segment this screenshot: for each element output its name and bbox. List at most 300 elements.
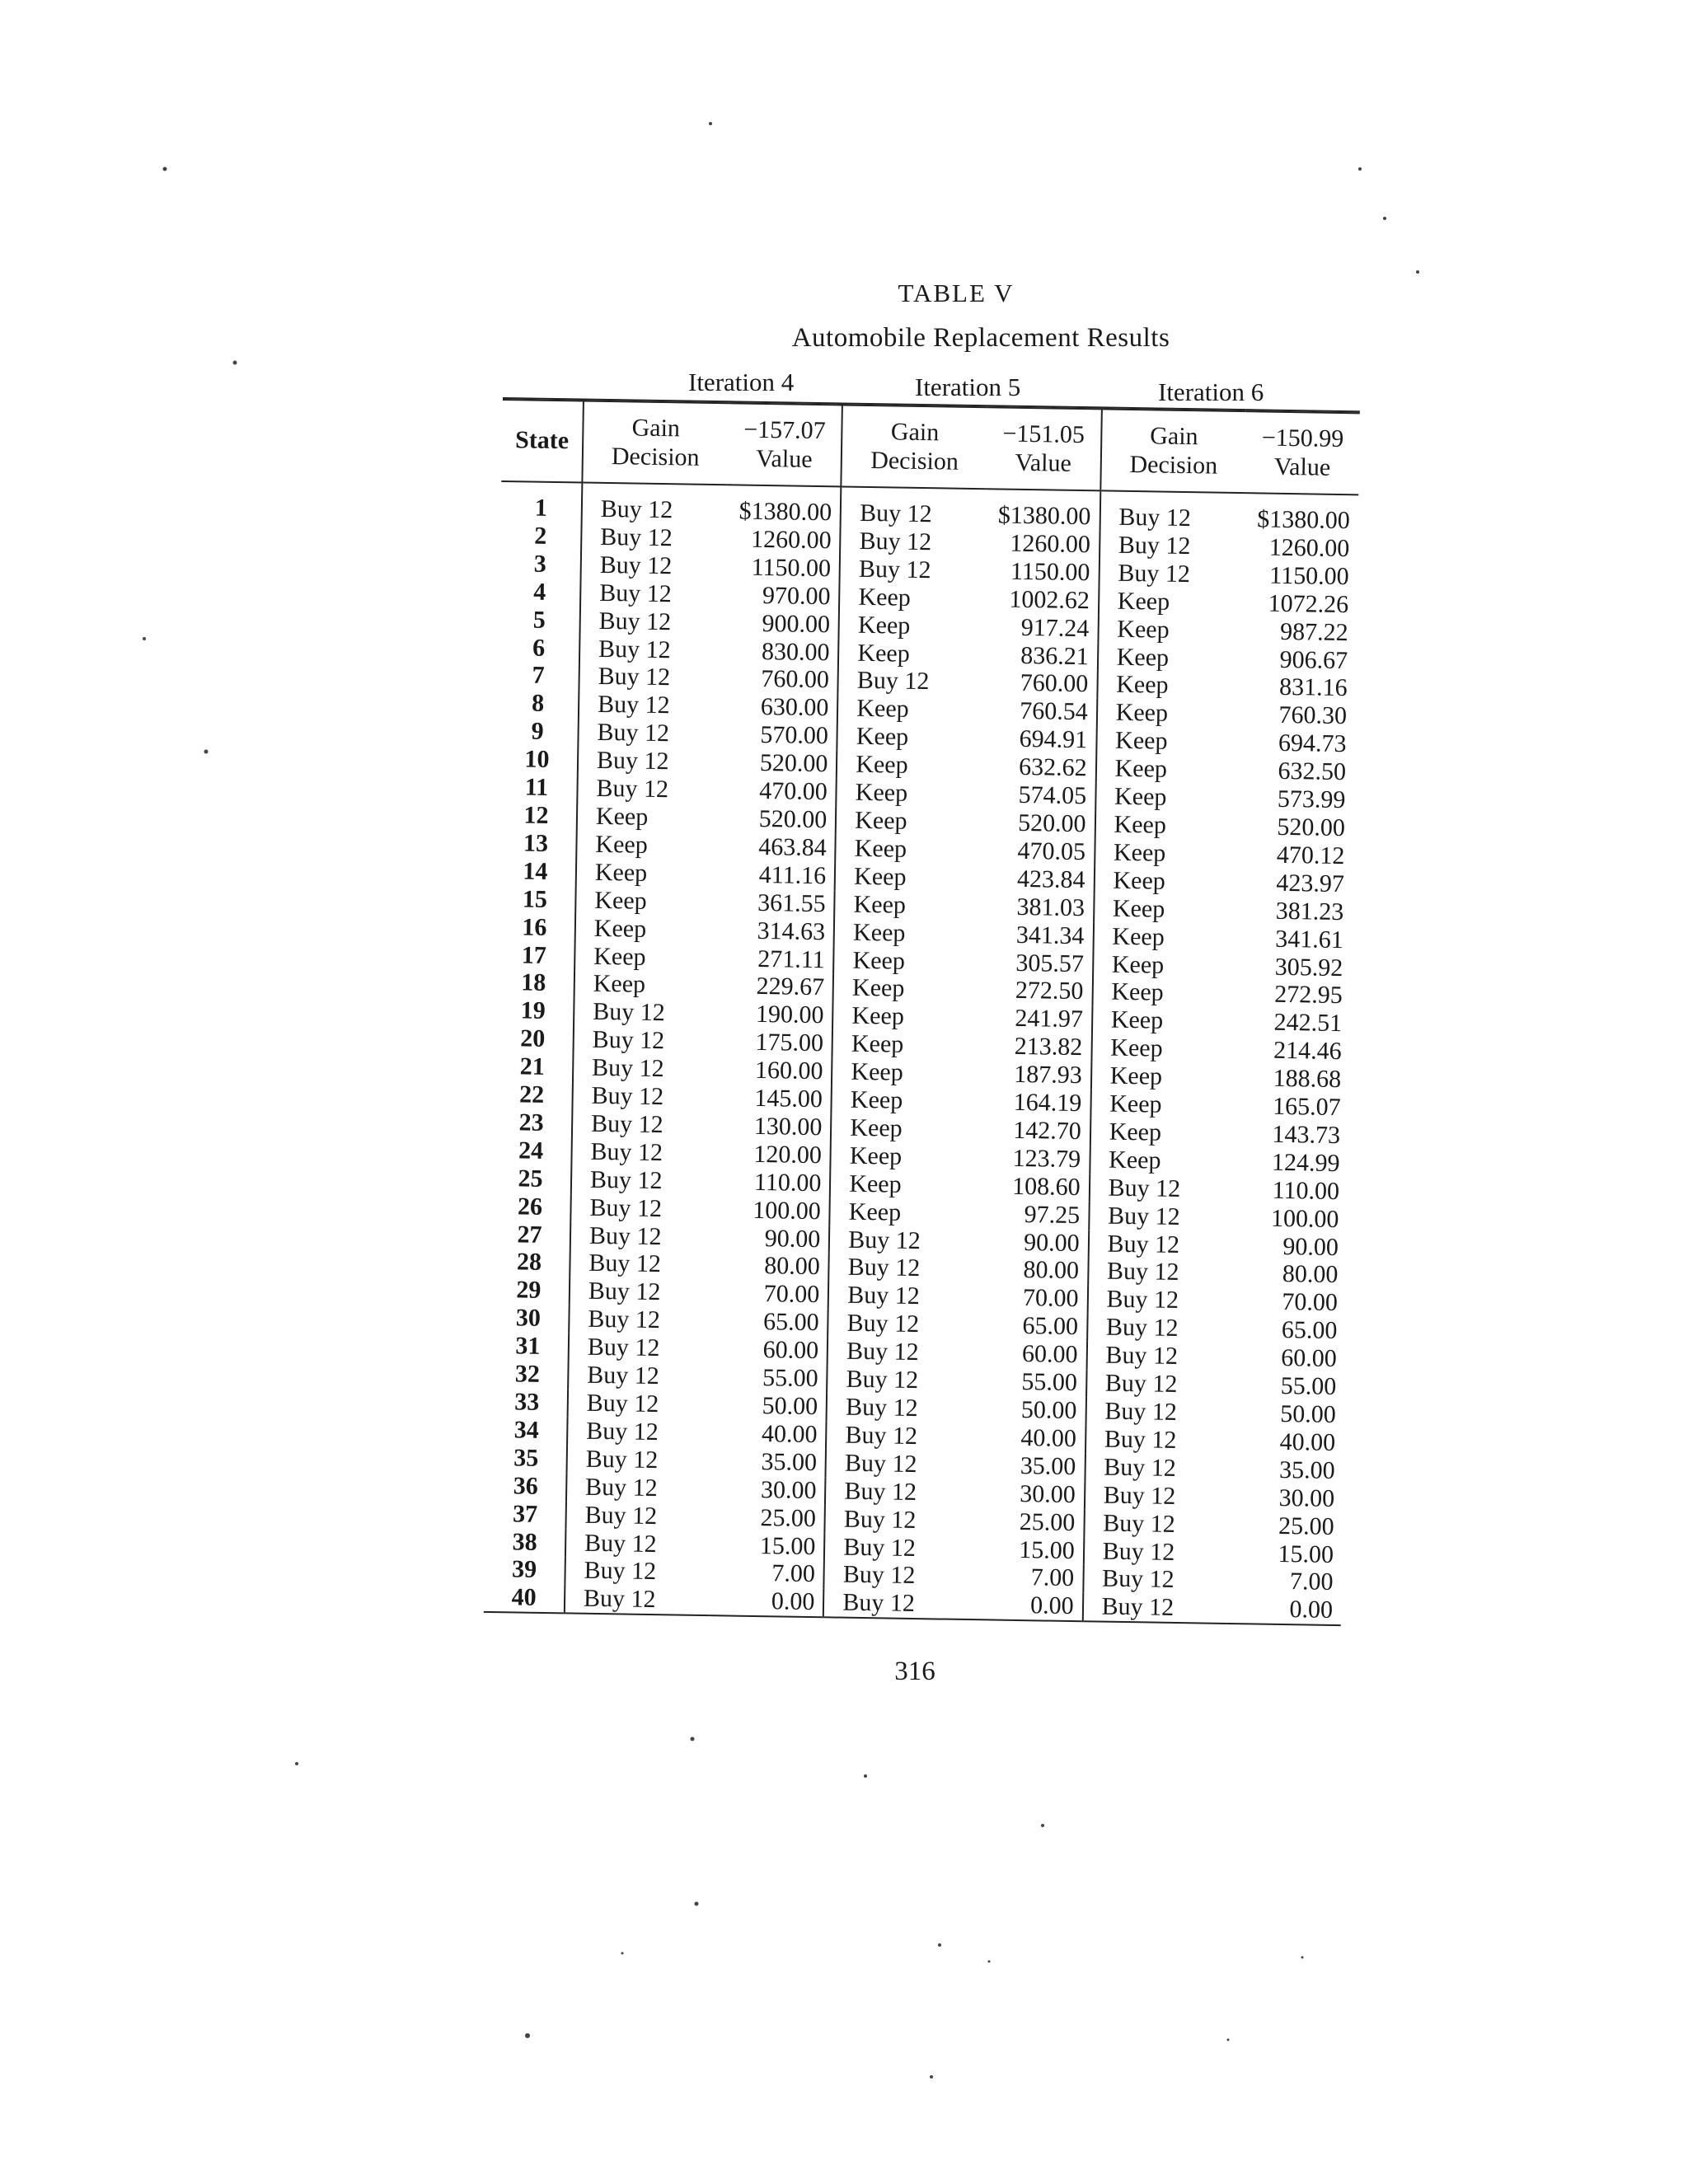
value-cell-it4: 50.00 xyxy=(762,1392,818,1421)
decision-cell-it6: Buy 12 xyxy=(1089,1174,1234,1204)
value-cell-it5: 142.70 xyxy=(1012,1116,1081,1146)
value-cell-it6: 305.92 xyxy=(1274,953,1343,982)
value-cell-it6: 1150.00 xyxy=(1269,561,1349,590)
state-cell: 39 xyxy=(511,1555,537,1584)
decision-cell-it6: Keep xyxy=(1092,1006,1237,1037)
value-cell-it4: 35.00 xyxy=(761,1447,818,1476)
state-cell: 8 xyxy=(531,689,545,718)
decision-cell-it4: Keep xyxy=(577,802,722,832)
header-value-it4 xyxy=(727,403,842,486)
value-cell-it6: 1072.26 xyxy=(1268,589,1349,618)
value-cell-it4: 25.00 xyxy=(760,1503,817,1532)
decision-cell-it4: Buy 12 xyxy=(573,1026,718,1057)
value-cell-it6: 188.68 xyxy=(1273,1064,1342,1094)
value-cell-it4: 229.67 xyxy=(756,972,825,1001)
state-cell: 35 xyxy=(513,1444,539,1472)
decision-cell-it6: Keep xyxy=(1094,866,1239,897)
value-cell-it6: 242.51 xyxy=(1273,1009,1343,1038)
decision-cell-it6: Buy 12 xyxy=(1085,1397,1231,1427)
decision-cell-it5: Buy 12 xyxy=(826,1449,971,1479)
decision-cell-it6: Buy 12 xyxy=(1088,1230,1233,1260)
state-cell: 10 xyxy=(524,745,550,774)
decision-cell-it5: Buy 12 xyxy=(828,1338,973,1368)
decision-cell-it6: Keep xyxy=(1095,782,1240,813)
decision-cell-it4: Buy 12 xyxy=(566,1473,711,1503)
value-cell-it6: 100.00 xyxy=(1270,1204,1339,1233)
value-cell-it4: 40.00 xyxy=(761,1419,818,1449)
value-cell-it5: 60.00 xyxy=(1021,1340,1078,1369)
state-cell: 23 xyxy=(518,1108,544,1137)
value-cell-it5: 15.00 xyxy=(1018,1535,1075,1564)
state-cell: 17 xyxy=(521,940,547,969)
value-cell-it4: 65.00 xyxy=(762,1308,819,1337)
state-cell: 12 xyxy=(523,801,549,829)
decision-cell-it5: Keep xyxy=(834,918,979,949)
state-cell: 28 xyxy=(516,1248,542,1277)
value-cell-it6: 124.99 xyxy=(1271,1148,1340,1177)
header-value-it5 xyxy=(986,407,1101,490)
decision-cell-it6: Buy 12 xyxy=(1100,490,1245,533)
value-label: Value xyxy=(1273,452,1331,481)
value-cell-it5: 35.00 xyxy=(1020,1451,1076,1480)
state-cell: 7 xyxy=(532,662,545,690)
decision-cell-it4: Keep xyxy=(576,830,721,860)
value-cell-it6: 214.46 xyxy=(1273,1037,1342,1066)
value-cell-it4: 100.00 xyxy=(753,1196,822,1225)
state-cell: 37 xyxy=(512,1499,538,1528)
decision-cell-it6: Buy 12 xyxy=(1086,1369,1231,1399)
decision-cell-it5: Keep xyxy=(836,806,981,837)
decision-cell-it5: Buy 12 xyxy=(840,555,985,585)
value-cell-it4: 190.00 xyxy=(755,1001,824,1029)
decision-cell-it4: Buy 12 xyxy=(571,1137,716,1168)
decision-cell-it6: Keep xyxy=(1095,755,1240,785)
value-cell-it5: 108.60 xyxy=(1011,1172,1081,1201)
value-cell-it5: 381.03 xyxy=(1016,893,1085,921)
decision-cell-it4: Keep xyxy=(574,942,720,972)
value-cell-it6: 35.00 xyxy=(1278,1455,1335,1484)
decision-cell-it6: Keep xyxy=(1095,838,1240,869)
header-value-it6 xyxy=(1245,411,1360,494)
value-cell-it6: 1260.00 xyxy=(1268,533,1350,563)
state-cell: 25 xyxy=(518,1165,543,1193)
decision-cell-it4: Buy 12 xyxy=(565,1585,710,1616)
decision-cell-it5: Keep xyxy=(831,1113,976,1144)
state-cell: 19 xyxy=(520,996,546,1025)
value-cell-it5: 241.97 xyxy=(1015,1005,1084,1033)
decision-label: Decision xyxy=(870,446,959,476)
header-decision-it6 xyxy=(1100,409,1246,493)
decision-cell-it4: Buy 12 xyxy=(570,1193,715,1224)
value-cell-it6: 760.30 xyxy=(1278,701,1348,730)
decision-cell-it4: Buy 12 xyxy=(581,523,726,553)
value-cell-it6: 381.23 xyxy=(1275,897,1344,926)
gain-label: Gain xyxy=(890,418,940,447)
decision-cell-it4: Buy 12 xyxy=(568,1389,713,1419)
value-cell-it5: 30.00 xyxy=(1020,1479,1076,1508)
value-label: Value xyxy=(1015,448,1072,477)
table-body xyxy=(484,481,1358,1625)
value-cell-it5: 574.05 xyxy=(1018,780,1087,810)
value-cell-it4: 90.00 xyxy=(764,1224,821,1253)
value-cell-it5: 272.50 xyxy=(1015,977,1084,1005)
decision-cell-it6: Keep xyxy=(1099,587,1244,617)
value-cell-it4: 463.84 xyxy=(757,832,828,862)
value-cell-it4: 760.00 xyxy=(761,665,830,694)
value-cell-it4: 411.16 xyxy=(758,860,827,890)
decision-cell-it6: Buy 12 xyxy=(1083,1565,1228,1596)
decision-cell-it6: Buy 12 xyxy=(1088,1258,1233,1288)
gain-value: −151.05 xyxy=(1002,419,1085,449)
decision-cell-it4: Buy 12 xyxy=(577,775,722,805)
state-cell: 14 xyxy=(523,857,548,885)
decision-cell-it5: Keep xyxy=(835,834,980,865)
decision-cell-it6: Buy 12 xyxy=(1085,1453,1230,1483)
value-cell-it5: 341.34 xyxy=(1015,921,1085,949)
decision-cell-it5: Buy 12 xyxy=(838,667,983,697)
decision-cell-it4: Buy 12 xyxy=(570,1221,715,1252)
decision-cell-it4: Buy 12 xyxy=(570,1249,715,1280)
decision-cell-it5: Keep xyxy=(833,974,978,1005)
value-cell-it5: 50.00 xyxy=(1020,1396,1077,1425)
decision-cell-it5: Keep xyxy=(839,583,984,613)
decision-cell-it5: Buy 12 xyxy=(825,1505,970,1535)
decision-cell-it4: Buy 12 xyxy=(569,1305,714,1336)
decision-cell-it6: Keep xyxy=(1091,1062,1236,1092)
value-cell-it5: 65.00 xyxy=(1022,1312,1079,1341)
state-cell: 30 xyxy=(515,1304,542,1333)
decision-cell-it5: Keep xyxy=(832,1058,977,1089)
table-title: Automobile Replacement Results xyxy=(791,323,1170,353)
value-cell-it6: 50.00 xyxy=(1279,1399,1336,1429)
decision-cell-it4: Buy 12 xyxy=(578,747,723,777)
header-row xyxy=(501,400,1359,494)
decision-cell-it4: Keep xyxy=(575,914,720,944)
decision-cell-it5: Keep xyxy=(830,1197,975,1228)
decision-cell-it5: Keep xyxy=(837,723,982,753)
value-cell-it5: 632.62 xyxy=(1018,753,1087,782)
value-cell-it4: 570.00 xyxy=(760,721,829,750)
decision-cell-it4: Buy 12 xyxy=(582,483,728,526)
decision-cell-it5: Keep xyxy=(832,1002,978,1033)
value-cell-it4: 520.00 xyxy=(758,804,828,834)
state-cell: 5 xyxy=(532,606,546,634)
value-cell-it5: 1150.00 xyxy=(1010,557,1090,587)
decision-cell-it6: Keep xyxy=(1097,671,1242,701)
value-cell-it4: 80.00 xyxy=(764,1252,821,1281)
value-cell-it5: 55.00 xyxy=(1021,1368,1078,1397)
decision-cell-it6: Keep xyxy=(1098,643,1243,673)
state-cell: 33 xyxy=(514,1388,540,1416)
state-cell: 36 xyxy=(513,1472,538,1500)
value-cell-it5: 187.93 xyxy=(1014,1060,1083,1090)
value-cell-it4: 30.00 xyxy=(760,1475,817,1504)
state-cell: 9 xyxy=(531,717,544,746)
decision-cell-it5: Buy 12 xyxy=(828,1254,973,1284)
decision-cell-it6: Buy 12 xyxy=(1099,559,1244,589)
value-cell-it4: 314.63 xyxy=(757,916,826,945)
decision-cell-it4: Buy 12 xyxy=(572,1109,717,1140)
value-cell-it5: 213.82 xyxy=(1014,1033,1083,1062)
state-cell: 3 xyxy=(533,550,547,578)
value-cell-it4: 1150.00 xyxy=(751,553,832,583)
state-cell: 18 xyxy=(521,968,546,997)
value-cell-it5: 25.00 xyxy=(1019,1507,1076,1536)
value-cell-it6: 110.00 xyxy=(1272,1176,1340,1205)
decision-cell-it5: Buy 12 xyxy=(824,1561,969,1591)
value-cell-it4: 55.00 xyxy=(762,1364,818,1393)
value-cell-it5: 1260.00 xyxy=(1010,529,1091,559)
state-cell: 40 xyxy=(511,1583,537,1612)
state-cell: 22 xyxy=(518,1080,545,1108)
decision-cell-it4: Buy 12 xyxy=(568,1361,713,1391)
value-cell-it5: 760.00 xyxy=(1020,669,1089,698)
decision-cell-it5: Keep xyxy=(831,1141,976,1172)
decision-cell-it5: Buy 12 xyxy=(827,1365,972,1395)
iteration-6-label: Iteration 6 xyxy=(1158,377,1264,406)
decision-label: Decision xyxy=(1129,450,1218,480)
value-cell-it5: 90.00 xyxy=(1023,1228,1080,1257)
value-cell-it6: 70.00 xyxy=(1282,1288,1339,1317)
decision-cell-it6: Buy 12 xyxy=(1083,1537,1228,1568)
value-cell-it6: 55.00 xyxy=(1280,1372,1337,1401)
decision-cell-it6: Buy 12 xyxy=(1100,531,1245,561)
value-cell-it4: 110.00 xyxy=(753,1168,822,1197)
decision-cell-it6: Buy 12 xyxy=(1087,1286,1232,1316)
value-cell-it4: 361.55 xyxy=(757,888,826,917)
decision-cell-it6: Buy 12 xyxy=(1089,1202,1234,1232)
state-cell: 38 xyxy=(512,1527,537,1556)
decision-cell-it5: Keep xyxy=(835,862,980,893)
decision-cell-it5: Buy 12 xyxy=(824,1533,969,1563)
value-cell-it5: 164.19 xyxy=(1013,1088,1082,1118)
value-cell-it5: 470.05 xyxy=(1017,837,1086,866)
state-cell: 6 xyxy=(532,634,546,662)
value-cell-it4: 70.00 xyxy=(763,1280,820,1309)
value-cell-it6: 40.00 xyxy=(1279,1427,1336,1456)
results-table-container xyxy=(484,397,1360,1629)
decision-cell-it5: Buy 12 xyxy=(826,1421,971,1451)
value-cell-it5: 694.91 xyxy=(1019,725,1088,754)
gain-label: Gain xyxy=(1149,422,1198,451)
value-cell-it5: 423.84 xyxy=(1016,865,1085,893)
decision-cell-it4: Buy 12 xyxy=(580,579,725,609)
value-cell-it4: 470.00 xyxy=(759,777,828,806)
value-cell-it6: 7.00 xyxy=(1289,1568,1334,1596)
value-cell-it5: 760.54 xyxy=(1019,697,1088,726)
value-cell-it6: 143.73 xyxy=(1272,1120,1341,1150)
value-cell-it4: 7.00 xyxy=(771,1559,816,1588)
value-cell-it4: 145.00 xyxy=(754,1084,823,1113)
value-cell-it4: 900.00 xyxy=(762,609,831,638)
decision-cell-it6: Keep xyxy=(1092,978,1237,1009)
state-cell: 20 xyxy=(519,1024,546,1053)
decision-cell-it6: Keep xyxy=(1093,922,1238,953)
decision-cell-it6: Keep xyxy=(1096,727,1241,757)
value-cell-it5: 97.25 xyxy=(1024,1200,1081,1229)
decision-cell-it5: Keep xyxy=(833,946,978,977)
decision-cell-it4: Buy 12 xyxy=(579,635,724,665)
value-cell-it4: 60.00 xyxy=(762,1336,819,1365)
decision-cell-it5: Keep xyxy=(837,695,982,725)
value-cell-it5: 123.79 xyxy=(1012,1144,1081,1173)
decision-cell-it5: Buy 12 xyxy=(840,527,985,557)
decision-cell-it5: Buy 12 xyxy=(828,1310,973,1340)
decision-cell-it6: Buy 12 xyxy=(1084,1509,1229,1540)
state-cell: 15 xyxy=(522,885,548,913)
decision-cell-it6: Buy 12 xyxy=(1087,1314,1232,1344)
decision-cell-it4: Keep xyxy=(576,858,721,888)
value-cell-it6: 80.00 xyxy=(1282,1260,1339,1289)
decision-cell-it4: Buy 12 xyxy=(570,1277,715,1308)
decision-cell-it5: Keep xyxy=(832,1030,978,1061)
decision-cell-it4: Buy 12 xyxy=(578,719,723,749)
decision-cell-it4: Buy 12 xyxy=(579,663,724,693)
value-cell-it4: 271.11 xyxy=(757,944,825,973)
decision-cell-it6: Keep xyxy=(1091,1034,1236,1065)
value-cell-it6: 694.73 xyxy=(1278,729,1347,758)
decision-cell-it4: Buy 12 xyxy=(579,607,724,637)
decision-cell-it4: Buy 12 xyxy=(565,1501,710,1531)
decision-cell-it5: Buy 12 xyxy=(828,1282,973,1312)
state-cell: 31 xyxy=(515,1332,541,1361)
state-cell: 34 xyxy=(513,1416,540,1444)
value-cell-it4: 120.00 xyxy=(753,1140,823,1169)
value-cell-it5: 917.24 xyxy=(1020,613,1090,642)
state-cell: 13 xyxy=(523,829,549,857)
decision-cell-it5: Keep xyxy=(830,1169,975,1200)
decision-cell-it4: Buy 12 xyxy=(573,1054,718,1085)
decision-cell-it6: Buy 12 xyxy=(1085,1481,1230,1511)
value-cell-it6: 0.00 xyxy=(1289,1596,1334,1624)
results-table xyxy=(484,397,1360,1629)
value-cell-it6: 272.95 xyxy=(1273,981,1343,1010)
decision-cell-it6: Keep xyxy=(1090,1118,1235,1148)
value-cell-it4: 520.00 xyxy=(759,749,828,778)
iteration-5-label: Iteration 5 xyxy=(915,373,1021,401)
value-cell-it6: 60.00 xyxy=(1281,1344,1338,1373)
decision-cell-it5: Keep xyxy=(838,639,983,669)
decision-cell-it4: Buy 12 xyxy=(565,1557,710,1587)
table-label: TABLE V xyxy=(898,279,1015,307)
state-cell: 27 xyxy=(517,1220,542,1249)
decision-cell-it4: Buy 12 xyxy=(571,1165,716,1196)
decision-cell-it5: Buy 12 xyxy=(825,1477,970,1507)
value-cell-it4: 970.00 xyxy=(762,581,831,610)
state-cell: 32 xyxy=(514,1360,541,1388)
decision-cell-it5: Buy 12 xyxy=(829,1226,974,1256)
value-cell-it5: 836.21 xyxy=(1020,641,1090,670)
value-cell-it6: 423.97 xyxy=(1276,869,1345,898)
state-cell: 26 xyxy=(517,1193,543,1221)
value-cell-it6: 90.00 xyxy=(1282,1232,1339,1261)
value-cell-it6: 65.00 xyxy=(1281,1316,1338,1345)
value-label: Value xyxy=(755,444,813,473)
value-cell-it6: 165.07 xyxy=(1272,1092,1341,1122)
decision-cell-it6: Buy 12 xyxy=(1085,1425,1231,1455)
value-cell-it6: $1380.00 xyxy=(1257,505,1351,535)
decision-cell-it6: Keep xyxy=(1090,1146,1235,1176)
state-cell: 16 xyxy=(522,913,547,941)
value-cell-it5: 40.00 xyxy=(1020,1423,1077,1452)
value-cell-it6: 341.61 xyxy=(1275,925,1344,954)
decision-cell-it4: Buy 12 xyxy=(566,1445,711,1475)
decision-cell-it5: Keep xyxy=(834,890,979,921)
value-cell-it5: 80.00 xyxy=(1023,1256,1080,1285)
decision-cell-it4: Buy 12 xyxy=(569,1333,714,1364)
decision-cell-it5: Buy 12 xyxy=(823,1589,968,1620)
value-cell-it5: 1002.62 xyxy=(1009,585,1090,614)
value-cell-it5: 0.00 xyxy=(1029,1591,1074,1620)
state-cell: 2 xyxy=(534,522,547,550)
state-cell: 1 xyxy=(534,494,548,522)
value-cell-it6: 831.16 xyxy=(1278,673,1348,702)
value-cell-it4: 0.00 xyxy=(771,1587,815,1616)
value-cell-it6: 25.00 xyxy=(1278,1511,1334,1540)
decision-cell-it4: Buy 12 xyxy=(574,998,719,1029)
value-cell-it6: 632.50 xyxy=(1278,757,1347,786)
decision-label: Decision xyxy=(611,442,700,471)
decision-cell-it5: Buy 12 xyxy=(841,486,987,529)
decision-cell-it4: Buy 12 xyxy=(579,691,724,721)
decision-cell-it6: Keep xyxy=(1094,894,1239,925)
value-cell-it6: 520.00 xyxy=(1277,813,1346,842)
state-cell: 11 xyxy=(524,773,549,801)
decision-cell-it6: Keep xyxy=(1095,810,1240,841)
decision-cell-it6: Keep xyxy=(1098,615,1243,645)
decision-cell-it4: Buy 12 xyxy=(565,1529,710,1559)
decision-cell-it4: Keep xyxy=(575,886,720,916)
state-cell: 29 xyxy=(516,1276,542,1305)
value-cell-it5: 520.00 xyxy=(1017,808,1086,838)
value-cell-it4: $1380.00 xyxy=(738,497,832,527)
decision-cell-it5: Buy 12 xyxy=(827,1393,972,1423)
state-cell: 21 xyxy=(519,1052,545,1081)
header-decision-it4 xyxy=(582,401,728,485)
value-cell-it6: 906.67 xyxy=(1279,645,1348,674)
header-state: State xyxy=(501,400,583,483)
state-cell: 4 xyxy=(533,578,546,606)
value-cell-it5: $1380.00 xyxy=(997,501,1091,531)
decision-cell-it4: Keep xyxy=(574,970,720,1001)
gain-label: Gain xyxy=(631,414,681,443)
iteration-4-label: Iteration 4 xyxy=(688,368,795,396)
value-cell-it5: 70.00 xyxy=(1022,1284,1079,1313)
value-cell-it4: 830.00 xyxy=(761,637,830,666)
decision-cell-it5: Keep xyxy=(839,611,984,641)
value-cell-it6: 470.12 xyxy=(1276,841,1345,869)
value-cell-it6: 15.00 xyxy=(1278,1540,1334,1568)
decision-cell-it6: Keep xyxy=(1093,950,1238,981)
state-cell: 24 xyxy=(518,1137,544,1165)
value-cell-it6: 573.99 xyxy=(1277,785,1346,814)
value-cell-it5: 7.00 xyxy=(1030,1563,1075,1592)
decision-cell-it4: Buy 12 xyxy=(580,551,725,581)
decision-cell-it5: Keep xyxy=(837,778,982,808)
value-cell-it4: 1260.00 xyxy=(750,525,832,555)
decision-cell-it6: Buy 12 xyxy=(1082,1593,1227,1624)
decision-cell-it5: Keep xyxy=(837,751,982,781)
gain-value: −150.99 xyxy=(1261,424,1344,453)
value-cell-it4: 15.00 xyxy=(759,1531,816,1560)
decision-cell-it5: Keep xyxy=(832,1085,977,1116)
value-cell-it5: 305.57 xyxy=(1015,949,1085,977)
gain-value: −157.07 xyxy=(743,415,826,445)
decision-cell-it4: Buy 12 xyxy=(572,1081,717,1112)
value-cell-it4: 160.00 xyxy=(754,1057,823,1085)
value-cell-it6: 987.22 xyxy=(1279,617,1348,646)
value-cell-it4: 630.00 xyxy=(760,693,829,722)
